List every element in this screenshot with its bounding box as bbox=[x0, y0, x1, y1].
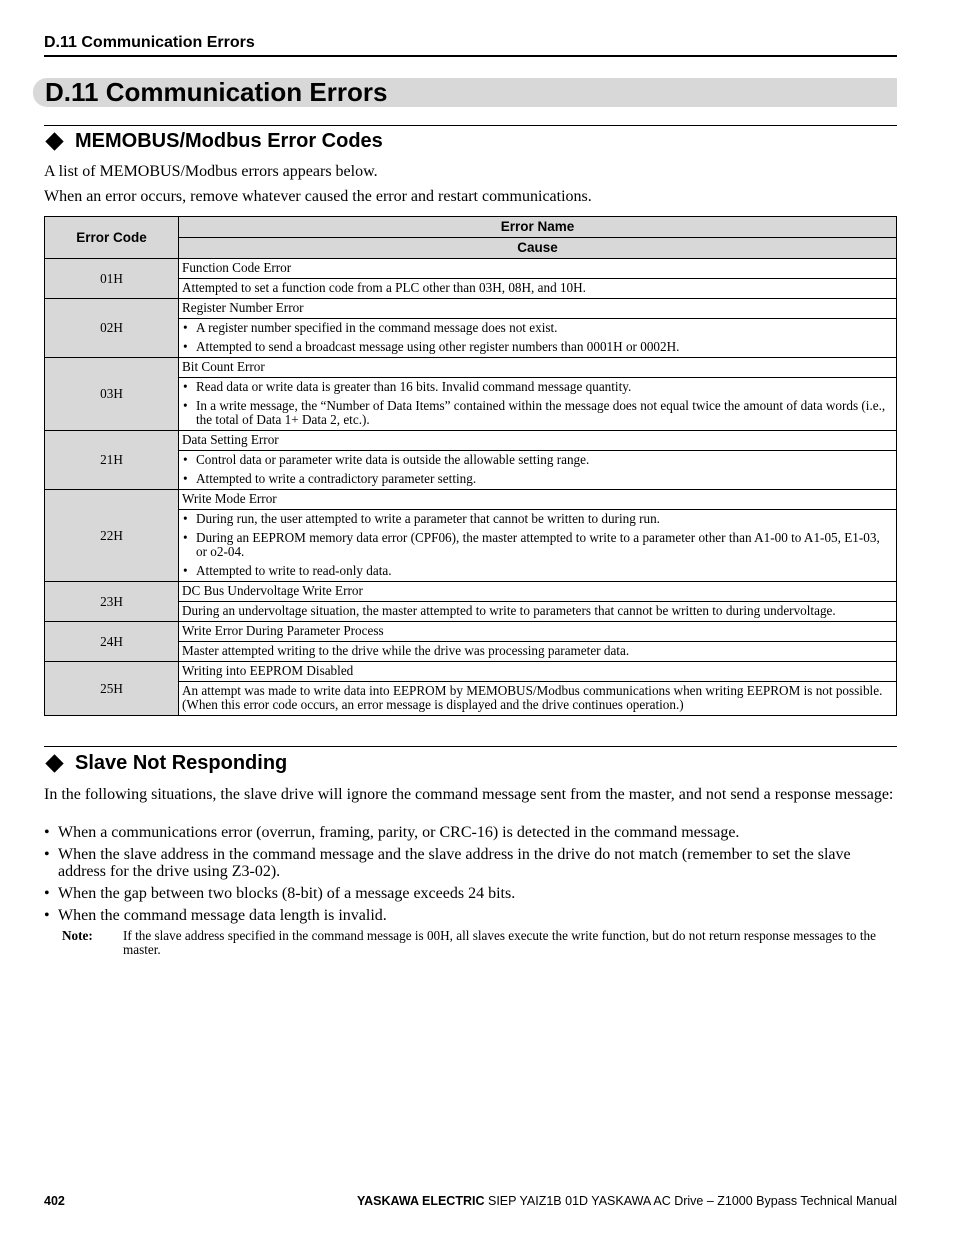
footer-manual: SIEP YAIZ1B 01D YASKAWA AC Drive – Z1000 Bypass Technical Manual bbox=[484, 1194, 897, 1208]
section-title-bar bbox=[33, 78, 897, 107]
cause-bullet: • During run, the user attempted to write a parameter that cannot be written to during run. bbox=[183, 511, 660, 526]
error-name-cell: Bit Count Error bbox=[179, 358, 897, 378]
table-row bbox=[45, 662, 897, 682]
page-title: D.11 Communication Errors bbox=[45, 77, 388, 107]
footer-brand: YASKAWA ELECTRIC bbox=[356, 1194, 485, 1208]
footer-manual-title bbox=[357, 1194, 897, 1208]
cause-bullet: • During an EEPROM memory data error (CPF06), the master attempted to write to a parameter other than A1-00 to A1-05, E1-03, or o2-04. bbox=[183, 530, 880, 559]
cause-bullet: • In a write message, the “Number of Data Items” contained within the message does not equal twice the amount of data words (i.e., the total of Data 1+ Data 2, etc.). bbox=[183, 398, 886, 427]
error-code-cell: 02H bbox=[45, 299, 179, 358]
note bbox=[62, 929, 897, 957]
error-code-cell: 21H bbox=[45, 431, 179, 490]
section-divider bbox=[44, 746, 897, 747]
table-row bbox=[45, 431, 897, 451]
section-heading-slave-not-responding bbox=[44, 751, 287, 775]
cause-bullet: • Control data or parameter write data is outside the allowable setting range. bbox=[183, 452, 590, 467]
error-name-cell: Writing into EEPROM Disabled bbox=[179, 662, 897, 682]
error-cause-cell bbox=[179, 378, 897, 431]
section-heading-error-codes bbox=[44, 129, 383, 153]
table-row bbox=[45, 582, 897, 602]
list-item: • When the slave address in the command message and the slave address in the drive do not match (remember to set the slave address for the drive using Z3-02). bbox=[44, 846, 851, 880]
error-code-cell: 03H bbox=[45, 358, 179, 431]
section-heading-text: MEMOBUS/Modbus Error Codes bbox=[75, 130, 383, 152]
header-cause: Cause bbox=[179, 238, 897, 259]
error-name-cell: DC Bus Undervoltage Write Error bbox=[179, 582, 897, 602]
error-code-cell: 23H bbox=[45, 582, 179, 622]
diamond-bullet-icon bbox=[45, 132, 63, 150]
table-row bbox=[45, 259, 897, 279]
error-cause-cell: Master attempted writing to the drive while the drive was processing parameter data. bbox=[179, 642, 897, 662]
table-row bbox=[45, 358, 897, 378]
error-code-cell: 25H bbox=[45, 662, 179, 716]
page-number: 402 bbox=[44, 1194, 65, 1208]
error-cause-cell bbox=[179, 319, 897, 358]
slave-conditions-list bbox=[44, 824, 897, 929]
section-divider bbox=[44, 125, 897, 126]
header-error-code: Error Code bbox=[45, 217, 179, 259]
list-item: • When the gap between two blocks (8-bit) of a message exceeds 24 bits. bbox=[44, 885, 516, 902]
error-cause-cell bbox=[179, 451, 897, 490]
diamond-bullet-icon bbox=[45, 754, 63, 772]
section-heading-text: Slave Not Responding bbox=[75, 752, 288, 774]
error-name-cell: Write Error During Parameter Process bbox=[179, 622, 897, 642]
table-row bbox=[45, 622, 897, 642]
error-name-cell: Register Number Error bbox=[179, 299, 897, 319]
list-item: • When a communications error (overrun, framing, parity, or CRC-16) is detected in the command message. bbox=[44, 824, 740, 841]
error-cause-cell: An attempt was made to write data into EEPROM by MEMOBUS/Modbus communications when writing EEPROM is not possible. (When this error code occurs, an error message is displayed and the drive continues operation.) bbox=[179, 682, 897, 716]
error-name-cell: Function Code Error bbox=[179, 259, 897, 279]
table-row bbox=[45, 299, 897, 319]
cause-bullet: • Read data or write data is greater than 16 bits. Invalid command message quantity. bbox=[183, 379, 632, 394]
slave-intro-paragraph: In the following situations, the slave drive will ignore the command message sent from the master, and not send a response message: bbox=[44, 786, 894, 803]
intro-paragraph: A list of MEMOBUS/Modbus errors appears below. bbox=[44, 163, 378, 180]
header-error-name: Error Name bbox=[179, 217, 897, 238]
error-code-cell: 24H bbox=[45, 622, 179, 662]
error-cause-cell: Attempted to set a function code from a PLC other than 03H, 08H, and 10H. bbox=[179, 279, 897, 299]
error-code-cell: 22H bbox=[45, 490, 179, 582]
cause-bullet: • Attempted to write a contradictory parameter setting. bbox=[183, 471, 477, 486]
error-codes-table bbox=[44, 216, 897, 716]
list-item: • When the command message data length is invalid. bbox=[44, 907, 387, 924]
cause-bullet: • Attempted to send a broadcast message using other register numbers than 0001H or 0002H. bbox=[183, 339, 680, 354]
error-code-cell: 01H bbox=[45, 259, 179, 299]
cause-bullet: • A register number specified in the command message does not exist. bbox=[183, 320, 558, 335]
error-cause-cell bbox=[179, 510, 897, 582]
running-head: D.11 Communication Errors bbox=[44, 34, 897, 57]
error-cause-cell: During an undervoltage situation, the master attempted to write to parameters that cannot be written to during undervoltage. bbox=[179, 602, 897, 622]
error-name-cell: Write Mode Error bbox=[179, 490, 897, 510]
cause-bullet: • Attempted to write to read-only data. bbox=[183, 563, 392, 578]
error-name-cell: Data Setting Error bbox=[179, 431, 897, 451]
table-row bbox=[45, 490, 897, 510]
note-text: If the slave address specified in the command message is 00H, all slaves execute the write function, but do not return response messages to the master. bbox=[123, 928, 876, 957]
note-label: Note: bbox=[62, 928, 93, 943]
instruction-paragraph: When an error occurs, remove whatever caused the error and restart communications. bbox=[44, 188, 592, 205]
